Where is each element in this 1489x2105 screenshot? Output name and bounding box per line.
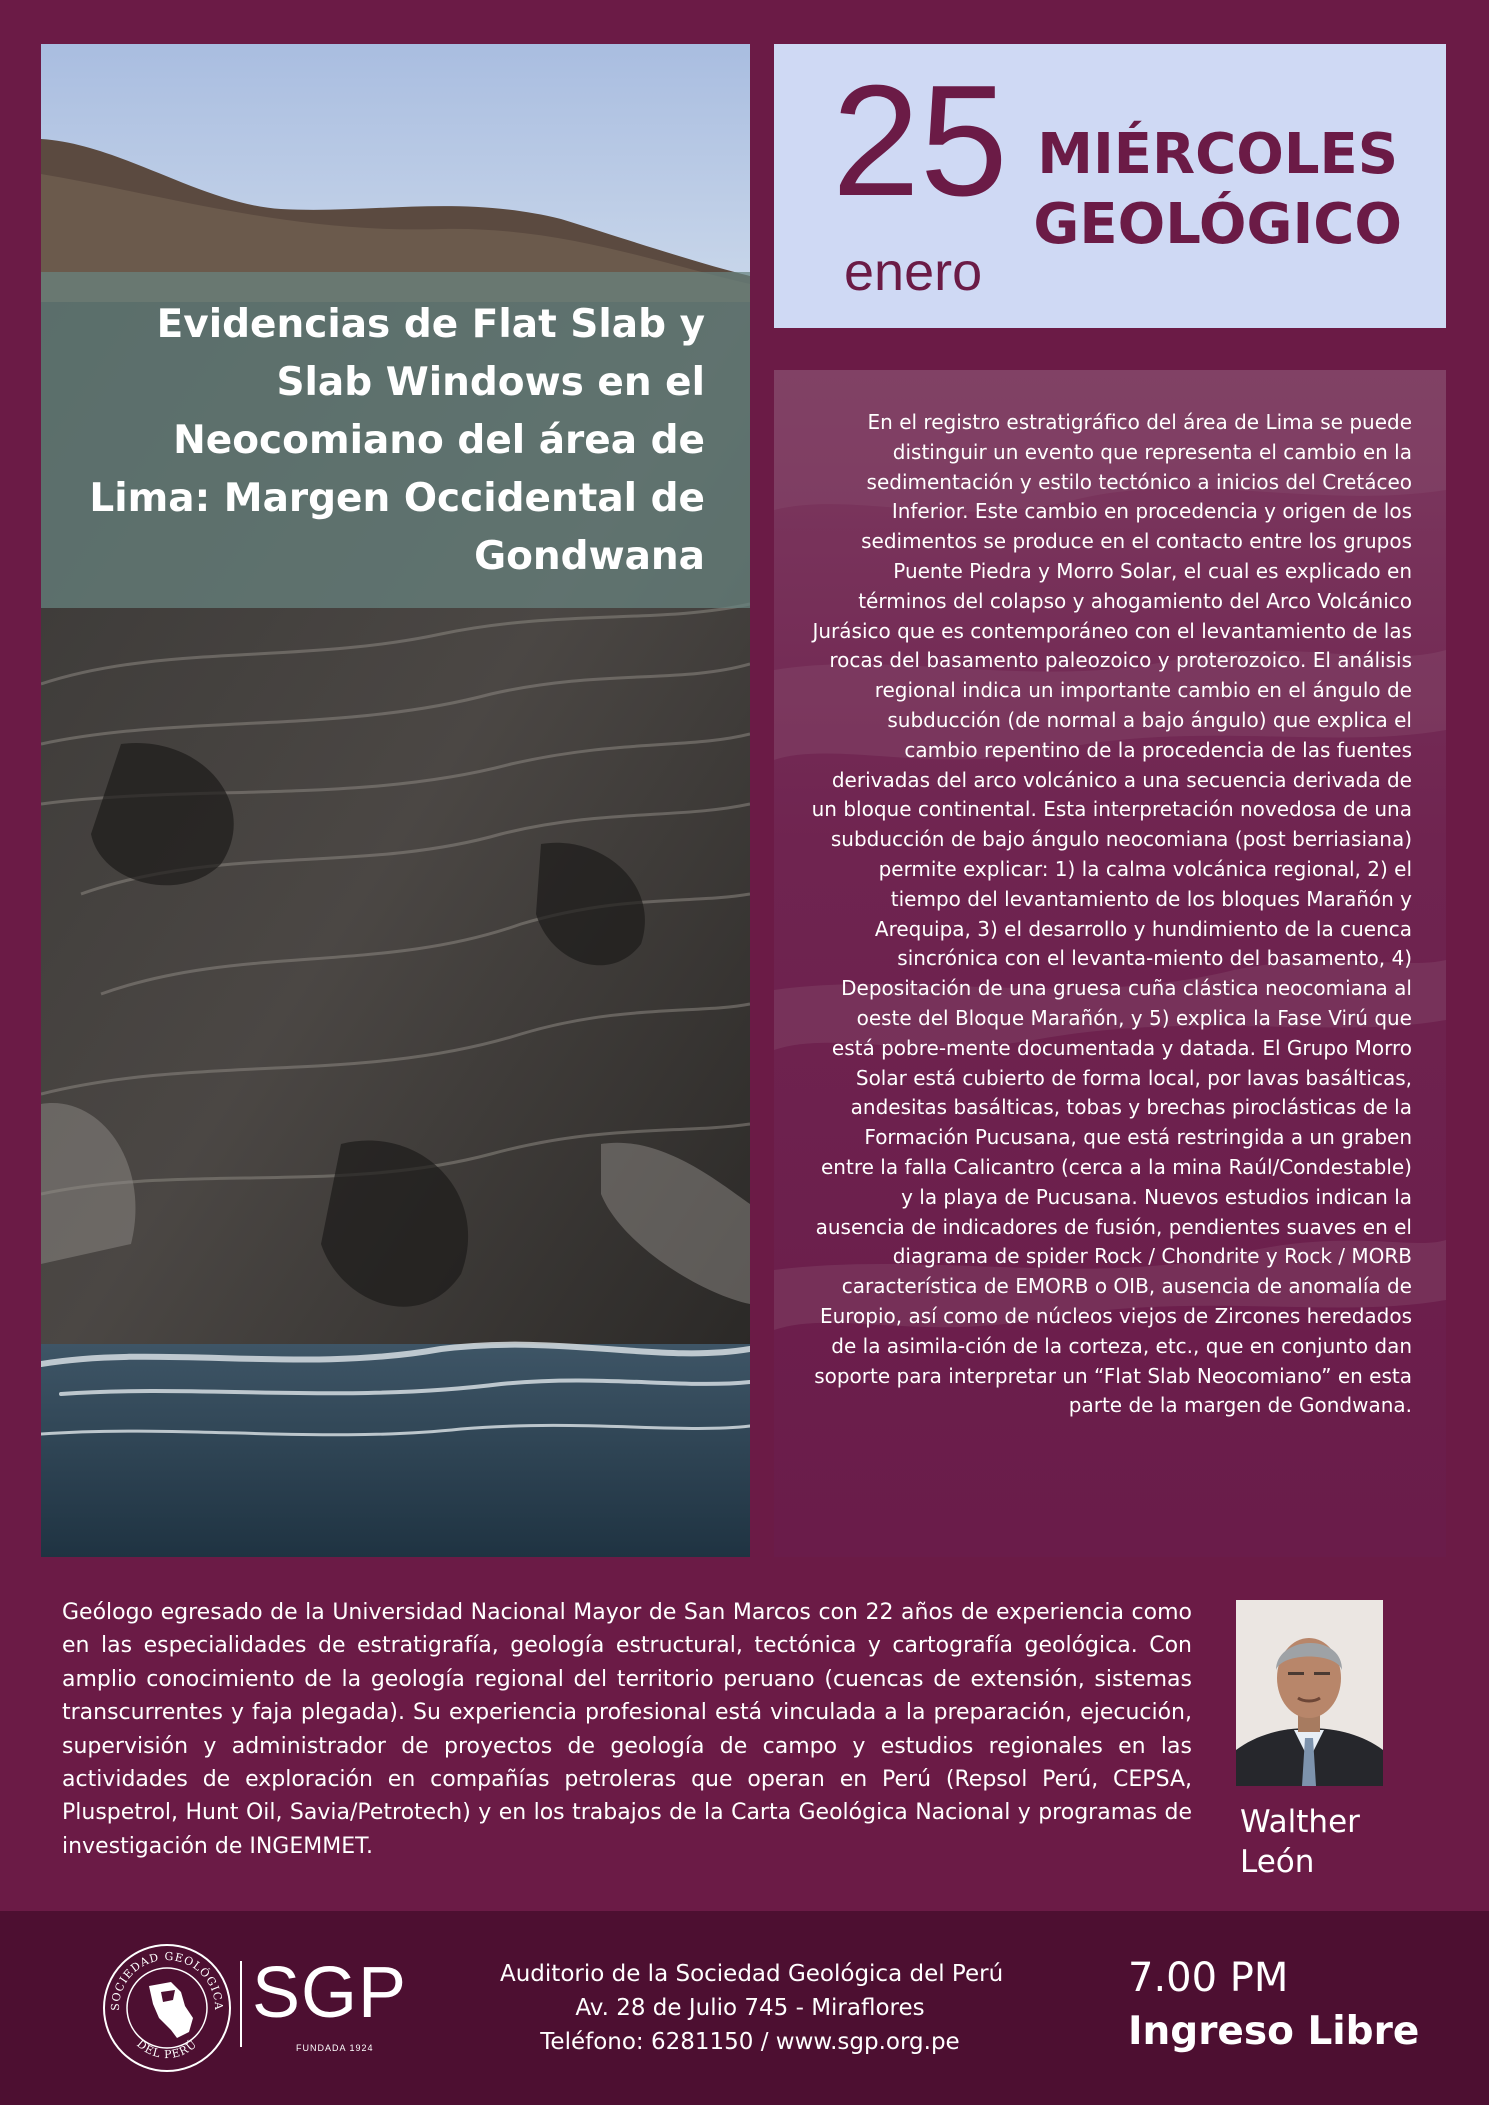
logo-founded: FUNDADA 1924 xyxy=(296,2043,374,2053)
event-time-info xyxy=(1128,1951,1419,2059)
speaker-last-name: León xyxy=(1240,1844,1315,1880)
event-month: enero xyxy=(844,242,983,302)
speaker-name xyxy=(1240,1802,1440,1882)
venue-info xyxy=(500,1957,1004,2059)
cliff-photo xyxy=(41,44,750,1557)
footer xyxy=(0,1911,1489,2105)
title-overlay xyxy=(41,272,750,608)
svg-text:SOCIEDAD GEOLÓGICA: SOCIEDAD GEOLÓGICA xyxy=(108,1949,226,2011)
venue-name: Auditorio de la Sociedad Geológica del Perú xyxy=(500,1961,1004,1987)
talk-abstract: En el registro estratigráfico del área de Lima se puede distinguir un evento que representa el cambio en la sedimentación y estilo tectónico a inicios del Cretáceo Inferior. Este cambio en procedencia y origen de los sedimentos se produce en el contacto entre los grupos Puente Piedra y Morro Solar, el cual es explicado en términos del colapso y ahogamiento del Arco Volcánico Jurásico que es contemporáneo con el levantamiento de las rocas del basamento paleozoico y proterozoico. El análisis regional indica un importante cambio en el ángulo de subducción (de normal a bajo ángulo) que explica el cambio repentino de la procedencia de las fuentes derivadas del arco volcánico a una secuencia derivada de un bloque continental. Esta interpretación novedosa de una subducción de bajo ángulo neocomiana (post berriasiana) permite explicar: 1) la calma volcánica regional, 2) el tiempo del levantamiento de los bloques Marañón y Arequipa, 3) el desarrollo y hundimiento de la cuenca sincrónica con el levanta-miento del basamento, 4) Depositación de una gruesa cuña clástica neocomiana al oeste del Bloque Marañón, y 5) explica la Fase Virú que está pobre-mente documentada y datada. El Grupo Morro Solar está cubierto de forma local, por lavas basálticas, andesitas basálticas, tobas y brechas piroclásticas de la Formación Pucusana, que está restringida a un graben entre la falla Calicantro (cerca a la mina Raúl/Condestable) y la playa de Pucusana. Nuevos estudios indican la ausencia de indicadores de fusión, pendientes suaves en el diagrama de spider Rock / Chondrite y Rock / MORB característica de EMORB o OIB, ausencia de anomalía de Europio, así como de núcleos viejos de Zircones heredados de la asimila-ción de la corteza, etc., que en conjunto dan soporte para interpretar un “Flat Slab Neocomiano” en esta parte de la margen de Gondwana. xyxy=(811,410,1412,1418)
abstract-panel xyxy=(774,370,1446,1557)
sgp-logo: SGP xyxy=(252,1953,408,2033)
svg-text:DEL PERÚ: DEL PERÚ xyxy=(134,2037,200,2062)
speaker-first-name: Walther xyxy=(1240,1804,1360,1840)
series-line-2: GEOLÓGICO xyxy=(1033,192,1402,257)
venue-contact: Teléfono: 6281150 / www.sgp.org.pe xyxy=(540,2029,960,2055)
speaker-bio: Geólogo egresado de la Universidad Nacional Mayor de San Marcos con 22 años de experiencia como en las especialidades de estratigrafía, geología estructural, tectónica y cartografía geológica. Con amplio conocimiento de la geología regional del territorio peruano (cuencas de extensión, sistemas transcurrentes y faja plegada). Su experiencia profesional está vinculada a la preparación, ejecución, supervisión y administrador de proyectos de geología de campo y estudios regionales en las actividades de exploración en compañías petroleras que operan en Perú (Repsol Perú, CEPSA, Pluspetrol, Hunt Oil, Savia/Petrotech) y en los trabajos de la Carta Geológica Nacional y programas de investigación de INGEMMET. xyxy=(62,1600,1192,1859)
event-day: 25 xyxy=(832,53,1008,229)
event-admission: Ingreso Libre xyxy=(1128,2009,1420,2054)
series-line-1: MIÉRCOLES xyxy=(1037,122,1399,187)
talk-title: Evidencias de Flat Slab y Slab Windows en el Neocomiano del área de Lima: Margen Occidental de Gondwana xyxy=(89,302,705,579)
event-time: 7.00 PM xyxy=(1128,1955,1289,2001)
venue-address: Av. 28 de Julio 745 - Miraflores xyxy=(575,1995,925,2021)
series-name xyxy=(1033,120,1402,260)
date-box xyxy=(774,44,1446,328)
logo-divider xyxy=(240,1961,242,2047)
speaker-portrait xyxy=(1236,1600,1383,1786)
sgp-seal-icon xyxy=(101,1942,233,2074)
